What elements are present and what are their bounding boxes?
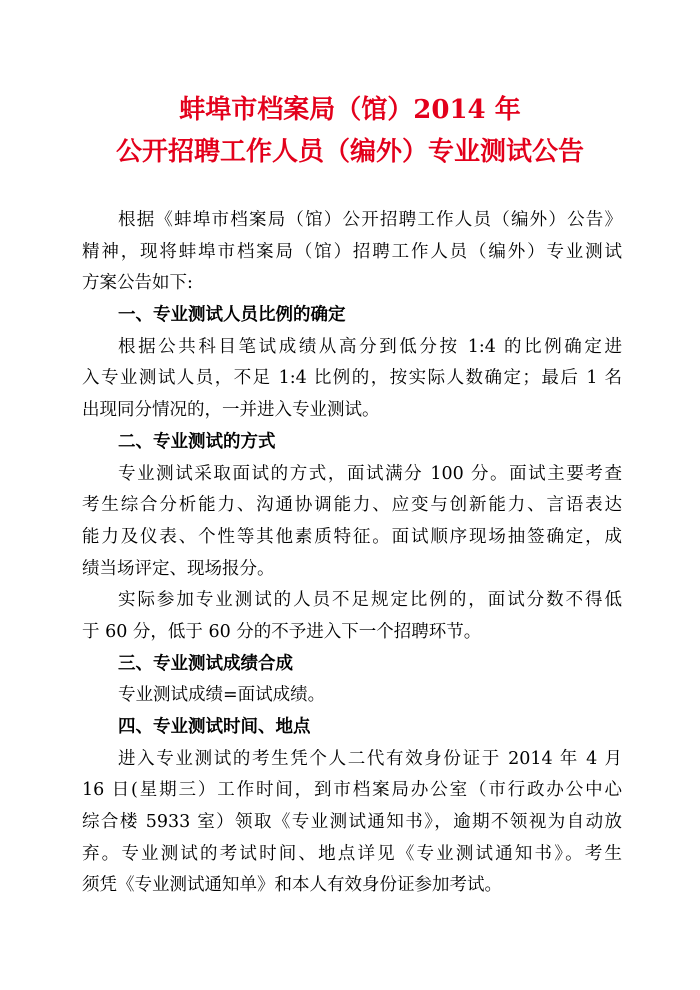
paragraph-line: 出现同分情况的，一并进入专业测试。: [82, 400, 380, 421]
paragraph-line: 于 60 分，低于 60 分的不予进入下一个招聘环节。: [82, 621, 482, 642]
paragraph-line: 能力及仪表、个性等其他素质特征。面试顺序现场抽签确定，成: [82, 526, 622, 547]
announcement-body: [82, 205, 622, 902]
title-line-1: 蚌埠市档案局（馆）2014 年: [179, 95, 521, 125]
paragraph-line: 根据《蚌埠市档案局（馆）公开招聘工作人员（编外）公告》: [118, 210, 622, 230]
paragraph-line: 精神，现将蚌埠市档案局（馆）招聘工作人员（编外）专业测试: [82, 241, 622, 262]
paragraph-line: 根据公共科目笔试成绩从高分到低分按 1:4 的比例确定进: [118, 336, 622, 357]
paragraph-line: 专业测试采取面试的方式，面试满分 100 分。面试主要考查: [118, 463, 622, 484]
section-heading-4: 四、专业测试时间、地点: [118, 717, 311, 737]
section-heading-1: 一、专业测试人员比例的确定: [118, 305, 346, 326]
paragraph-line: 进入专业测试的考生凭个人二代有效身份证于 2014 年 4 月: [118, 748, 622, 769]
paragraph-line: 实际参加专业测试的人员不足规定比例的，面试分数不得低: [118, 590, 622, 611]
title-line-2: 公开招聘工作人员（编外）专业测试公告: [115, 137, 584, 167]
paragraph-line: 入专业测试人员，不足 1:4 比例的，按实际人数确定；最后 1 名: [82, 368, 622, 389]
paragraph-line: 绩当场评定、现场报分。: [82, 558, 275, 579]
paragraph-line: 综合楼 5933 室）领取《专业测试通知书》，逾期不领视为自动放: [82, 812, 622, 833]
section-heading-3: 三、专业测试成绩合成: [118, 653, 293, 674]
paragraph-line: 专业测试成绩=面试成绩。: [118, 685, 326, 706]
paragraph-line: 弃。专业测试的考试时间、地点详见《专业测试通知书》。考生: [82, 843, 622, 864]
paragraph-line: 16 日(星期三）工作时间，到市档案局办公室（市行政办公中心: [82, 780, 622, 801]
paragraph-line: 须凭《专业测试通知单》和本人有效身份证参加考试。: [82, 875, 502, 896]
paragraph-line: 考生综合分析能力、沟通协调能力、应变与创新能力、言语表达: [82, 495, 622, 516]
section-heading-2: 二、专业测试的方式: [118, 431, 276, 452]
paragraph-line: 方案公告如下:: [82, 273, 193, 294]
